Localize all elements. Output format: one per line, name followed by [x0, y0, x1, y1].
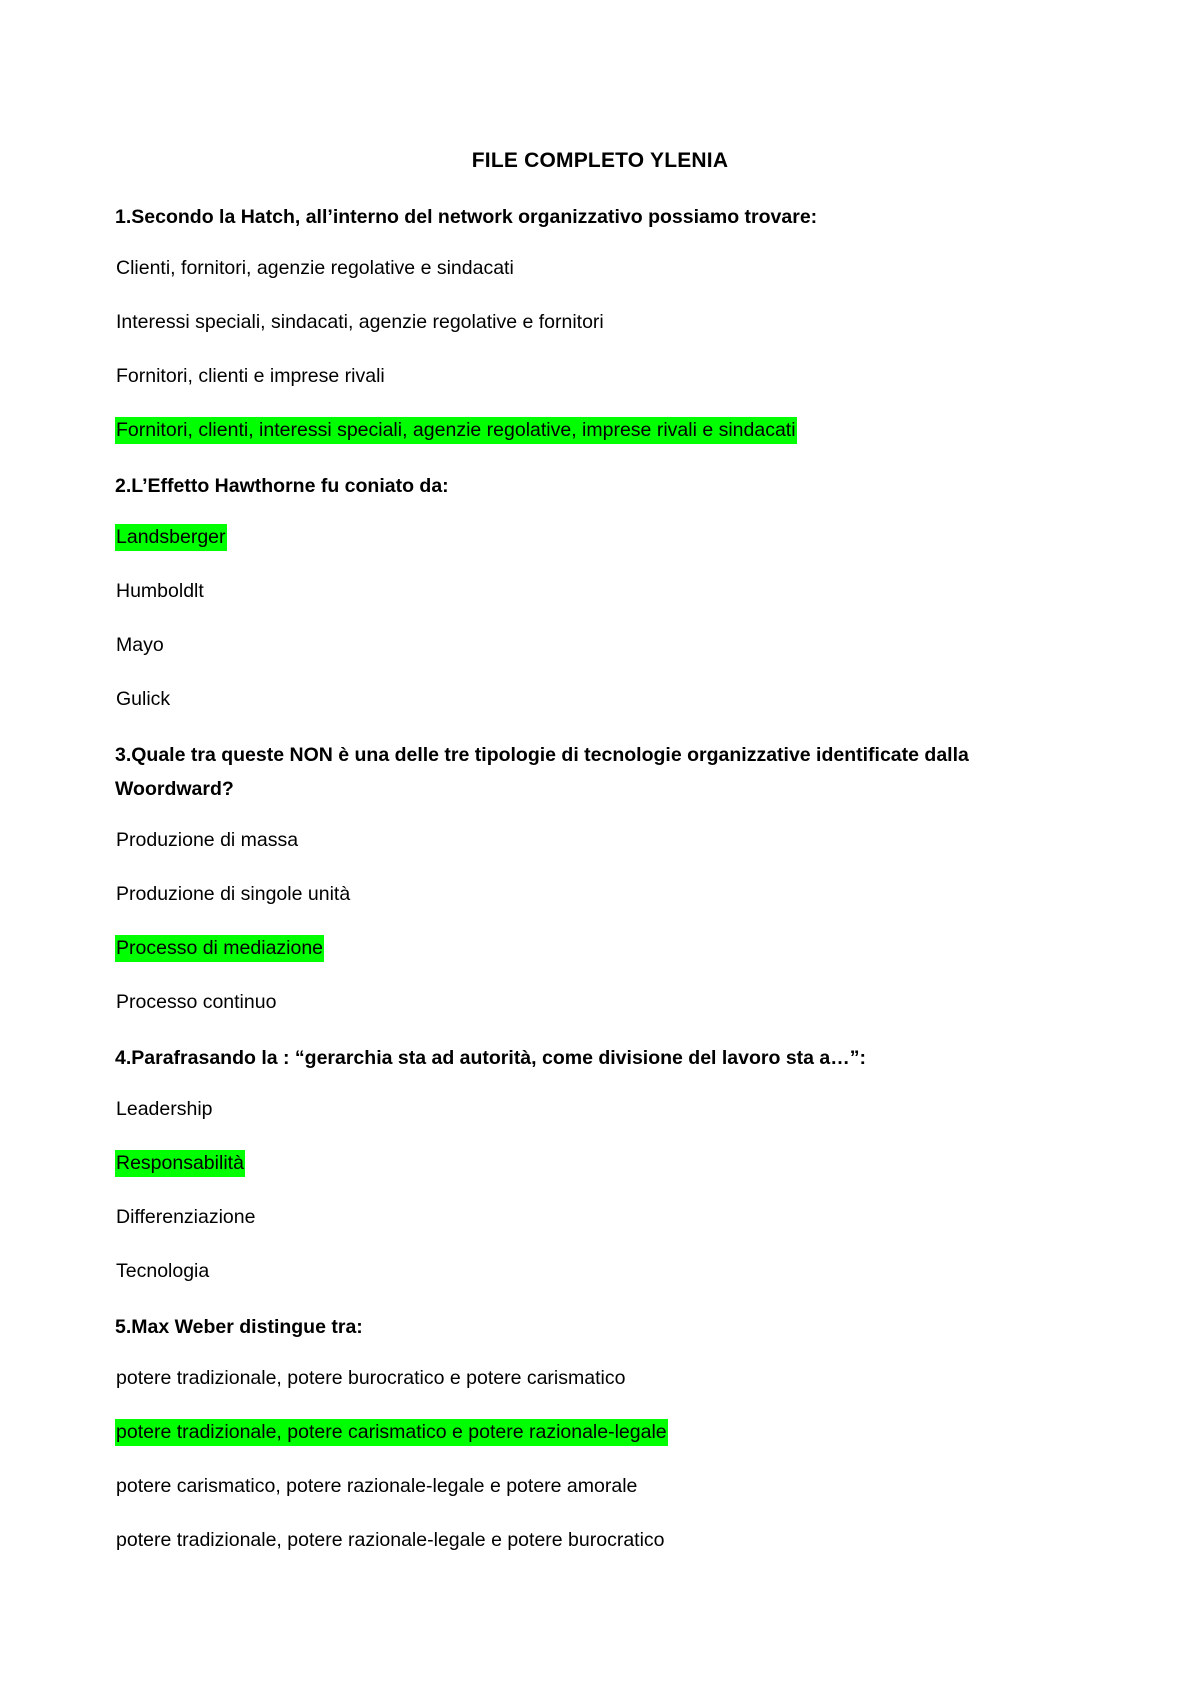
- answer-option-correct: [115, 1148, 1075, 1178]
- answer-option-text: Clienti, fornitori, agenzie regolative e sindacati: [116, 257, 514, 279]
- answer-option-text: potere carismatico, potere razionale-legale e potere amorale: [116, 1475, 638, 1497]
- answer-option-correct: [115, 1417, 1075, 1447]
- answer-option: [115, 1363, 1075, 1393]
- answer-option-text: Fornitori, clienti, interessi speciali, agenzie regolative, imprese rivali e sindacati: [115, 417, 797, 444]
- answer-option-text: potere tradizionale, potere burocratico e potere carismatico: [116, 1367, 626, 1389]
- answer-option: [115, 879, 1075, 909]
- answer-option: [115, 1256, 1075, 1286]
- answer-option: [115, 630, 1075, 660]
- question-text: 5.Max Weber distingue tra:: [115, 1316, 363, 1338]
- answer-option: [115, 684, 1075, 714]
- question-block-3: [115, 738, 1075, 1017]
- answer-option-text: Differenziazione: [116, 1206, 256, 1228]
- question-text: 2.L’Effetto Hawthorne fu coniato da:: [115, 475, 449, 497]
- answer-option: [115, 1094, 1075, 1124]
- answer-option-text: potere tradizionale, potere razionale-legale e potere burocratico: [116, 1529, 665, 1551]
- answer-option-text: Fornitori, clienti e imprese rivali: [116, 365, 385, 387]
- answer-option: [115, 576, 1075, 606]
- answer-option-text: Tecnologia: [116, 1260, 210, 1282]
- question-text: 3.Quale tra queste NON è una delle tre tipologie di tecnologie organizzative identificate dalla Woordward?: [115, 744, 969, 800]
- answer-option: [115, 1471, 1075, 1501]
- document-title: FILE COMPLETO YLENIA: [471, 149, 729, 172]
- answer-option: [115, 253, 1075, 283]
- answer-option-text: Gulick: [116, 688, 171, 710]
- answer-option: [115, 1202, 1075, 1232]
- answer-option: [115, 307, 1075, 337]
- answer-option-text: Produzione di massa: [116, 829, 299, 851]
- answer-option: [115, 825, 1075, 855]
- question-block-2: [115, 469, 1075, 714]
- quiz-content: [115, 200, 1075, 1579]
- answer-option: [115, 1525, 1075, 1555]
- answer-option-correct: [115, 415, 1075, 445]
- answer-option-text: Interessi speciali, sindacati, agenzie regolative e fornitori: [116, 311, 604, 333]
- answer-option-text: Processo continuo: [116, 991, 277, 1013]
- question-block-5: [115, 1310, 1075, 1555]
- answer-option: [115, 987, 1075, 1017]
- answer-option-text: Humboldlt: [116, 580, 204, 602]
- answer-option-correct: [115, 933, 1075, 963]
- answer-option-text: Leadership: [116, 1098, 213, 1120]
- answer-option-text: Landsberger: [115, 524, 227, 551]
- answer-option-text: Mayo: [116, 634, 164, 656]
- answer-option-text: Responsabilità: [115, 1150, 245, 1177]
- question-text: 4.Parafrasando la : “gerarchia sta ad autorità, come divisione del lavoro sta a…”:: [115, 1047, 867, 1069]
- question-text: 1.Secondo la Hatch, all’interno del network organizzativo possiamo trovare:: [115, 206, 818, 228]
- answer-option-correct: [115, 522, 1075, 552]
- question-block-1: [115, 200, 1075, 445]
- answer-option-text: Produzione di singole unità: [116, 883, 351, 905]
- question-block-4: [115, 1041, 1075, 1286]
- answer-option-text: potere tradizionale, potere carismatico e potere razionale-legale: [115, 1419, 668, 1446]
- answer-option: [115, 361, 1075, 391]
- answer-option-text: Processo di mediazione: [115, 935, 324, 962]
